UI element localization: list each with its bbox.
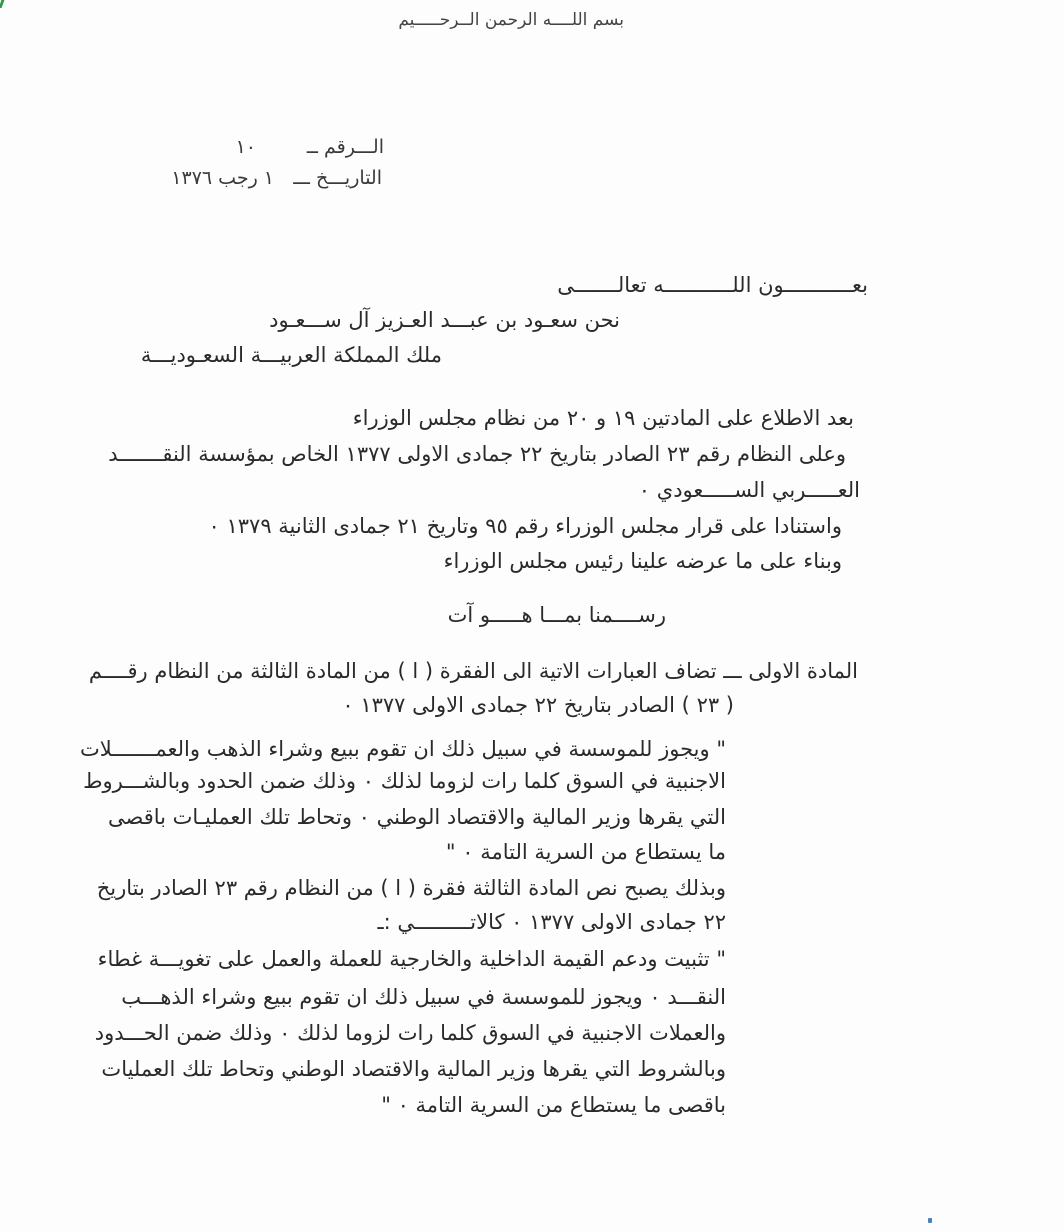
date-label: التاريـــخ ـــ bbox=[293, 167, 382, 189]
article1-line-3: " ويجوز للموسسة في سبيل ذلك ان تقوم ببيع وشراء الذهب والعمـــــــلات bbox=[80, 737, 726, 761]
article1-line-8: ٢٢ جمادى الاولى ١٣٧٧ ٠ كالاتـــــــــي :ـ bbox=[377, 910, 726, 934]
article1-line-7: وبذلك يصبح نص المادة الثالثة فقرة ( ا ) من النظام رقم ٢٣ الصادر بتاريخ bbox=[96, 876, 726, 900]
reference-number-label: الـــرقم ــ bbox=[306, 136, 384, 158]
invocation-line: بعـــــــــــون اللـــــــــــه تعالـــــــى bbox=[557, 273, 868, 297]
article1-line-2: ( ٢٣ ) الصادر بتاريخ ٢٢ جمادى الاولى ١٣٧٧ ٠ bbox=[342, 693, 734, 717]
article1-line-11: والعملات الاجنبية في السوق كلما رات لزوما لذلك ٠ وذلك ضمن الحـــدود bbox=[94, 1021, 726, 1045]
article1-line-6: ما يستطاع من السرية التامة ٠ " bbox=[445, 840, 726, 864]
article1-line-13: باقصى ما يستطاع من السرية التامة ٠ " bbox=[381, 1093, 726, 1117]
article1-line-1: المادة الاولى ـــ تضاف العبارات الاتية الى الفقرة ( ا ) من المادة الثالثة من النظام رقــــم bbox=[88, 659, 858, 683]
article1-line-10: النقـــد ٠ ويجوز للموسسة في سبيل ذلك ان تقوم ببيع وشراء الذهـــب bbox=[121, 985, 726, 1009]
recital-line-2: وعلى النظام رقم ٢٣ الصادر بتاريخ ٢٢ جمادى الاولى ١٣٧٧ الخاص بمؤسسة النقـــــــد bbox=[108, 442, 846, 466]
recital-line-5: وبناء على ما عرضه علينا رئيس مجلس الوزراء bbox=[443, 549, 842, 573]
article1-line-4: الاجنبية في السوق كلما رات لزوما لذلك ٠ وذلك ضمن الحدود وبالشـــروط bbox=[83, 769, 726, 793]
article1-line-12: وبالشروط التي يقرها وزير المالية والاقتصاد الوطني وتحاط تلك العمليات bbox=[101, 1057, 726, 1081]
king-title-line: ملك المملكة العربيـــة السعـوديـــة bbox=[140, 343, 442, 367]
recital-line-3: العـــــربي الســـــعودي ٠ bbox=[638, 478, 860, 502]
recital-line-4: واستنادا على قرار مجلس الوزراء رقم ٩٥ وتاريخ ٢١ جمادى الثانية ١٣٧٩ ٠ bbox=[208, 514, 842, 538]
date-value: ١ رجب ١٣٧٦ bbox=[171, 167, 274, 189]
corner-pen-mark bbox=[0, 0, 10, 8]
bottom-pen-mark bbox=[928, 1218, 932, 1223]
decree-heading: رســــمنا بمـــا هـــــو آت bbox=[447, 603, 666, 627]
recital-line-1: بعد الاطلاع على المادتين ١٩ و ٢٠ من نظام مجلس الوزراء bbox=[352, 406, 854, 430]
article1-line-5: التي يقرها وزير المالية والاقتصاد الوطني ٠ وتحاط تلك العمليـات باقصى bbox=[107, 805, 726, 829]
king-name-line: نحن سعـود بن عبـــد العـزيز آل ســـعـود bbox=[269, 308, 620, 332]
basmala: بسم اللــــه الرحمن الــرحـــــيم bbox=[398, 10, 624, 30]
reference-number-value: ١٠ bbox=[235, 136, 256, 158]
article1-line-9: " تثبيت ودعم القيمة الداخلية والخارجية للعملة والعمل على تغويـــة غطاء bbox=[97, 947, 726, 971]
